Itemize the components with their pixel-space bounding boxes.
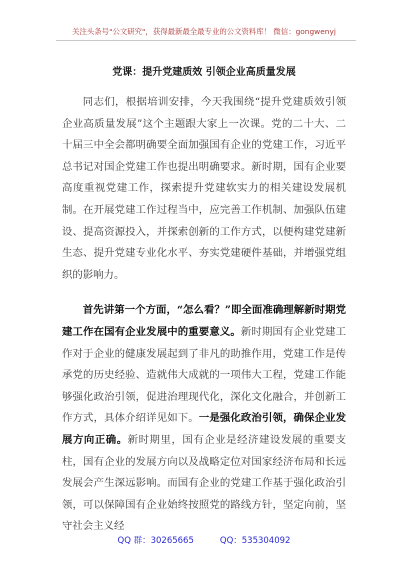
- point-one-heading: 一是强化政治引领，确保企业发展方向正确。: [62, 412, 347, 446]
- document-body: [62, 92, 346, 538]
- paragraph-intro: 同志们，根据培训安排，今天我围绕“提升党建质效引领企业高质量发展”这个主题跟大家上一次课。党的二十大、二十届三中全会都明确要全面加强国有企业的党建工作，习近平总书记对国企党建工作也提出明确要求。新时期，国有企业要高度重视党建工作，探索提升党建软实力的相关建设发展机制。在开展党建工作过程当中，应完善工作机制、加强队伍建设、提高资源投入，并探索创新的工作方式，以便构建党建新生态、提升党建专业化水平、夯实党建硬件基础，并增强党组织的影响力。: [62, 96, 346, 281]
- first-aspect-text: 新时期国有企业党建工作对于企业的健康发展起到了非凡的助推作用，党建工作是传承党的历史经验、造就伟大成就的一项伟大工程，党建工作能够强化政治引领，促进治理现代化，深化文化融合，并创新工作方式，具体介绍详见如下。: [62, 325, 347, 425]
- header-banner: 关注头条号"公文研究"，获得最新最全最专业的公文资料库！ 微信：gongwenyj: [72, 27, 336, 36]
- point-one-text: 新时期里，国有企业是经济建设发展的重要支柱，国有企业的发展方向以及战略定位对国家经济布局和长远发展会产生深远影响。而国有企业的党建工作基于强化政治引领，可以保障国有企业始终按照党的路线方针，坚定向前，坚守社会主义经: [62, 433, 347, 533]
- document-title: 党课：提升党建质效 引领企业高质量发展: [112, 67, 296, 78]
- footer-qq: QQ：535304092: [219, 536, 291, 546]
- footer-contact: [0, 534, 408, 546]
- footer-qq-group: QQ 群：30265665: [117, 536, 194, 546]
- header-divider: [56, 40, 356, 41]
- paragraph-first-aspect: [62, 300, 346, 538]
- first-aspect-heading: 首先讲第一个方面，“怎么看？”即全面准确理解新时期党建工作在国有企业发展中的重要意义。: [62, 304, 346, 338]
